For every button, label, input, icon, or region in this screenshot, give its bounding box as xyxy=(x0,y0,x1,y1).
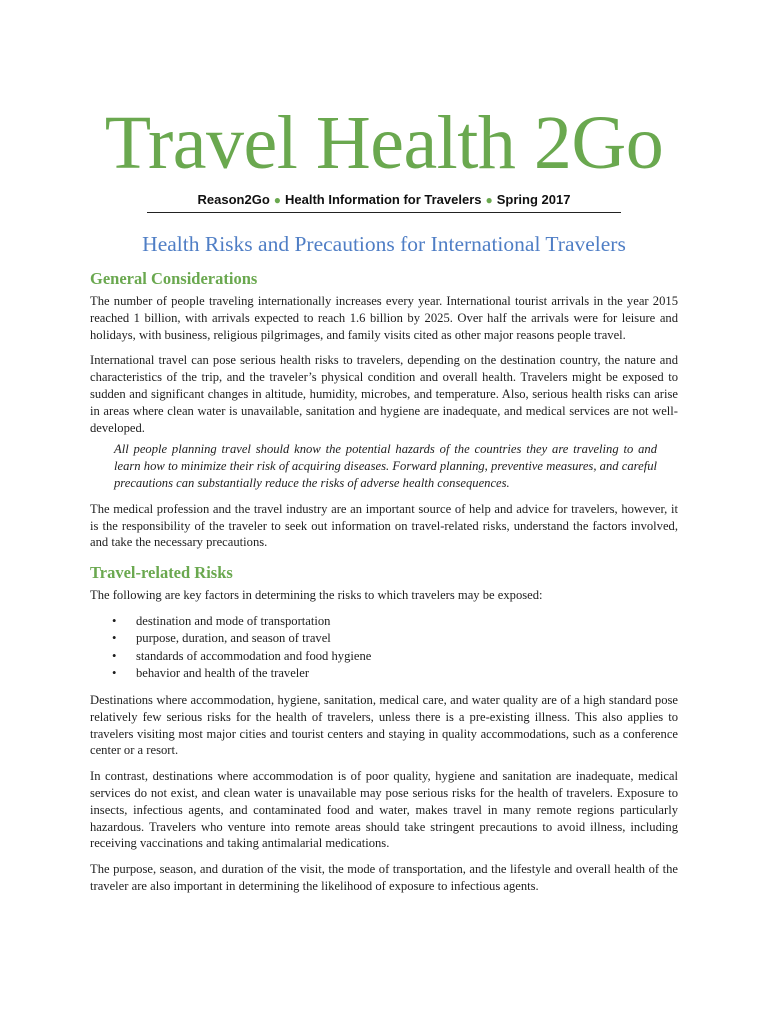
divider xyxy=(147,212,621,213)
bullet-icon: • xyxy=(112,613,117,628)
pull-quote: All people planning travel should know the potential hazards of the countries they are traveling to and learn how to minimize their risk of acquiring diseases. Forward planning, preventive measures, and careful precautions can substantially reduce the risks of adverse health consequences. xyxy=(114,442,657,490)
tagline-brand: Reason2Go xyxy=(197,192,270,207)
masthead-title: Travel Health 2Go xyxy=(104,101,664,185)
paragraph: The medical profession and the travel industry are an important source of help and advice for travelers, however, it is the responsibility of the traveler to seek out information on travel-related risks, understand the factors involved, and take the necessary precautions. xyxy=(90,501,678,550)
list-item: • standards of accommodation and food hygiene xyxy=(90,648,678,666)
tagline-issue: Spring 2017 xyxy=(496,192,571,207)
paragraph: International travel can pose serious health risks to travelers, depending on the destination country, the nature and characteristics of the trip, and the traveler’s physical condition and overall health. Travelers might be exposed to sudden and significant changes in altitude, humidity, microbes, and temperature. Also, serious health risks can arise in areas where clean water is unavailable, sanitation and hygiene are inadequate, and medical services are not well-developed. xyxy=(90,353,678,435)
document-page xyxy=(90,100,678,904)
tagline xyxy=(90,192,678,207)
paragraph: Destinations where accommodation, hygiene, sanitation, medical care, and water quality are of a high standard pose relatively few serious risks for the health of travelers, unless there is a pre-existing illness. This also applies to travelers visiting most major cities and tourist centers and staying in quality accommodations, such as a conference center or a resort. xyxy=(90,692,678,758)
bullet-icon: • xyxy=(112,666,117,681)
risk-factor-list xyxy=(90,613,678,683)
paragraph: The following are key factors in determining the risks to which travelers may be exposed: xyxy=(90,588,543,603)
paragraph: The purpose, season, and duration of the visit, the mode of transportation, and the lifestyle and overall health of the traveler are also important in determining the likelihood of exposure to infectious agents. xyxy=(90,862,678,893)
list-item: • behavior and health of the traveler xyxy=(90,665,678,683)
tagline-topic: Health Information for Travelers xyxy=(285,192,482,207)
section-heading-general: General Considerations xyxy=(90,269,258,288)
dot-separator-icon: ● xyxy=(485,193,493,207)
paragraph: The number of people traveling internationally increases every year. International tourist arrivals in the year 2015 reached 1 billion, with arrivals expected to reach 1.6 billion by 2025. Over half the arrivals were for leisure and holidays, with business, religious pilgrimages, and family visits cited as other major reasons people travel. xyxy=(90,294,678,342)
paragraph: In contrast, destinations where accommodation is of poor quality, hygiene and sanitation are inadequate, medical services do not exist, and clean water is unavailable may pose serious risks for the health of travelers. Exposure to insects, infectious agents, and contaminated food and water, makes travel in many remote regions particularly hazardous. Travelers who venture into remote areas should take stringent precautions to avoid illness, including receiving vaccinations and taking antimalarial medications. xyxy=(90,769,678,851)
section-heading-risks: Travel-related Risks xyxy=(90,563,233,583)
dot-separator-icon: ● xyxy=(273,193,282,207)
list-item: • destination and mode of transportation xyxy=(90,613,678,631)
bullet-icon: • xyxy=(112,648,117,663)
bullet-icon: • xyxy=(112,631,117,646)
document-title: Health Risks and Precautions for International Travelers xyxy=(142,232,626,256)
list-item: • purpose, duration, and season of travel xyxy=(90,630,678,648)
